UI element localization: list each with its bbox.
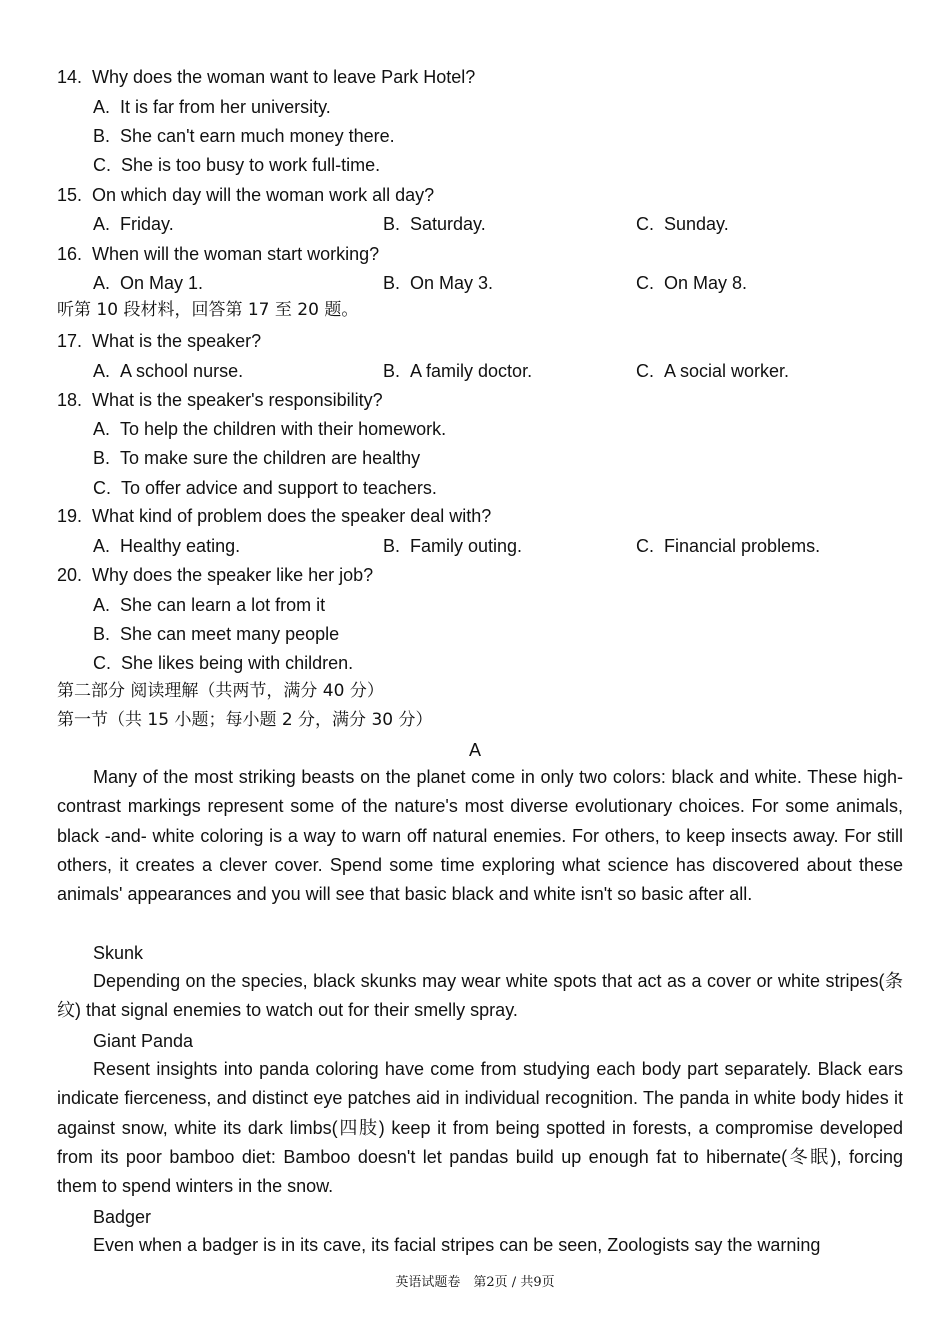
section1-title: 第一节（共 15 小题；每小题 2 分，满分 30 分） <box>57 710 433 730</box>
question-17: 17. What is the speaker? <box>57 331 262 351</box>
skunk-heading: Skunk <box>93 943 144 963</box>
passage-label: A <box>468 740 481 760</box>
passage-intro: Many of the most striking beasts on the planet come in only two colors: black and white. These high-contrast markings represent some of the nature's most diverse evolutionary choices. For some animals, black -and- white coloring is a way to warn off natural enemies. For others, to keep insects away. For still others, it creates a clever cover. Spend some time exploring what science has discovered about these animals' appearances and you will see that basic black and white isn't so basic after all. <box>57 767 903 905</box>
q14-option-a: A. It is far from her university. <box>93 97 331 117</box>
skunk-paragraph: Depending on the species, black skunks may wear white spots that act as a cover or white stripes(条纹) that signal enemies to watch out for their smelly spray. <box>57 971 903 1021</box>
badger-heading: Badger <box>93 1207 152 1227</box>
q16-option-a: A. On May 1. <box>93 273 204 293</box>
q17-option-a: A. A school nurse. <box>93 361 244 381</box>
q19-option-b: B. Family outing. <box>383 536 523 556</box>
q17-option-c: C. A social worker. <box>636 361 790 381</box>
q14-option-b: B. She can't earn much money there. <box>93 126 395 146</box>
panda-heading: Giant Panda <box>93 1031 194 1051</box>
q19-option-c: C. Financial problems. <box>636 536 821 556</box>
q19-option-a: A. Healthy eating. <box>93 536 241 556</box>
q15-option-c: C. Sunday. <box>636 214 729 234</box>
q15-option-b: B. Saturday. <box>383 214 486 234</box>
q20-option-b: B. She can meet many people <box>93 624 340 644</box>
q17-option-b: B. A family doctor. <box>383 361 533 381</box>
question-20: 20. Why does the speaker like her job? <box>57 565 374 585</box>
q20-option-c: C. She likes being with children. <box>93 653 354 673</box>
q18-option-b: B. To make sure the children are healthy <box>93 448 421 468</box>
q14-option-c: C. She is too busy to work full-time. <box>93 155 381 175</box>
q15-option-a: A. Friday. <box>93 214 174 234</box>
question-18: 18. What is the speaker's responsibility? <box>57 390 383 410</box>
question-14: 14. Why does the woman want to leave Park Hotel? <box>57 67 476 87</box>
q18-option-c: C. To offer advice and support to teachers. <box>93 478 437 498</box>
q16-option-c: C. On May 8. <box>636 273 748 293</box>
panda-paragraph: Resent insights into panda coloring have come from studying each body part separately. Black ears indicate fierceness, and distinct eye patches aid in individual recognition. The panda in white body hides it against snow, white its dark limbs(四肢) keep it from being spotted in forests, a compromise developed from its poor bamboo diet: Bamboo doesn't let pandas build up enough fat to hibernate(冬眠), forcing them to spend winters in the snow. <box>57 1059 903 1197</box>
part2-title: 第二部分 阅读理解（共两节，满分 40 分） <box>57 681 384 701</box>
question-19: 19. What kind of problem does the speaker deal with? <box>57 506 492 526</box>
question-15: 15. On which day will the woman work all day? <box>57 185 435 205</box>
question-16: 16. When will the woman start working? <box>57 244 380 264</box>
page-footer: 英语试题卷 第2页 / 共9页 <box>395 1275 555 1290</box>
q18-option-a: A. To help the children with their homework. <box>93 419 447 439</box>
badger-paragraph: Even when a badger is in its cave, its facial stripes can be seen, Zoologists say the warning <box>93 1235 821 1255</box>
section-instruction: 听第 10 段材料，回答第 17 至 20 题。 <box>57 300 359 320</box>
q16-option-b: B. On May 3. <box>383 273 494 293</box>
q20-option-a: A. She can learn a lot from it <box>93 595 326 615</box>
